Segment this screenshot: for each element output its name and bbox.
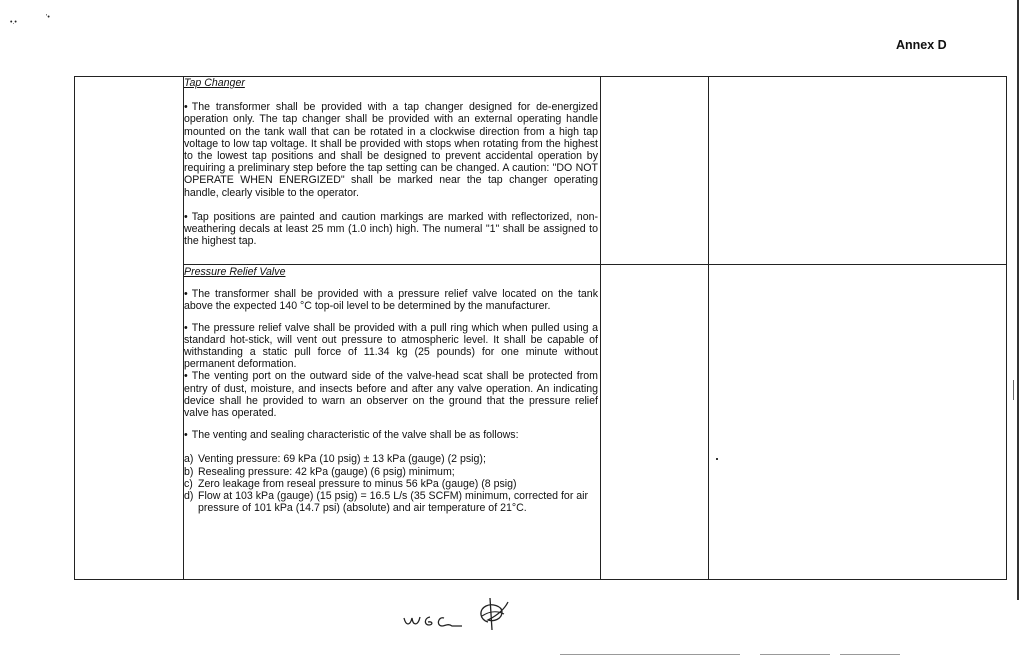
list-item-text: Flow at 103 kPa (gauge) (15 psig) = 16.5 L/s (35 SCFM) minimum, corrected for air pressure of 101 kPa (14.7 psi) (absolute) and air temperature of 21°C. bbox=[198, 490, 589, 515]
list-item-label: b) bbox=[184, 465, 194, 478]
pressure-relief-cell bbox=[184, 266, 598, 514]
scan-edge-tick bbox=[1013, 380, 1014, 400]
list-item bbox=[184, 466, 598, 478]
pressure-relief-bullet-1: • The transformer shall be provided with a pressure relief valve located on the tank above the expected 140 °C top-oil level to be determined by the manufacturer. bbox=[184, 288, 598, 312]
spec-table bbox=[74, 76, 1007, 580]
pressure-relief-bullet-3: • The venting port on the outward side of the valve-head scat shall be protected from entry of dust, moisture, and insects before and after any valve operation. An indicating device shall he provided to warn an observer on the ground that the pressure relief valve has operated. bbox=[184, 370, 598, 419]
tap-changer-bullet-2: • Tap positions are painted and caution markings are marked with reflectorized, non-weathering decals at least 25 mm (1.0 inch) high. The numeral "1" shall be assigned to the highest tap. bbox=[184, 211, 598, 248]
tap-changer-bullet-1: • The transformer shall be provided with a tap changer designed for de-energized operation only. The tap changer shall be provided with an external operating handle mounted on the tank wall that can be rotated in a clockwise direction from a high tap voltage to low tap voltage. It shall be provided with stops when rotating from the highest to the lowest tap positions and shall be designed to prevent accidental operation by requiring a preliminary step before the tap setting can be changed. A caution: "DO NOT OPERATE WHEN ENERGIZED" shall be marked near the tap changer operating handle, clearly visible to the operator. bbox=[184, 101, 598, 199]
tap-changer-cell bbox=[184, 77, 598, 247]
list-item-text: Resealing pressure: 42 kPa (gauge) (6 psig) minimum; bbox=[198, 465, 455, 478]
stray-mark bbox=[716, 458, 718, 460]
annex-label: Annex D bbox=[896, 38, 947, 52]
scan-edge bbox=[1017, 0, 1019, 600]
scan-mark-2: •.• bbox=[10, 19, 17, 26]
scan-bottom-line bbox=[560, 654, 740, 655]
list-item-label: a) bbox=[184, 453, 194, 466]
list-item bbox=[184, 453, 598, 465]
pressure-relief-heading: Pressure Relief Valve bbox=[184, 266, 286, 278]
venting-characteristics-list bbox=[184, 453, 598, 514]
list-item bbox=[184, 490, 598, 514]
list-item bbox=[184, 478, 598, 490]
list-item-label: c) bbox=[184, 477, 193, 490]
tap-changer-heading: Tap Changer bbox=[184, 77, 245, 89]
scan-mark-1: '• bbox=[46, 14, 50, 21]
row-divider bbox=[183, 264, 1007, 265]
column-divider-2 bbox=[600, 77, 601, 579]
pressure-relief-bullet-4: • The venting and sealing characteristic of the valve shall be as follows: bbox=[184, 429, 598, 441]
list-item-text: Zero leakage from reseal pressure to minus 56 kPa (gauge) (8 psig) bbox=[198, 477, 517, 490]
handwritten-signature bbox=[396, 592, 526, 636]
list-item-label: d) bbox=[184, 490, 194, 503]
pressure-relief-bullet-2: • The pressure relief valve shall be provided with a pull ring which when pulled using a standard hot-stick, will vent out pressure to atmospheric level. It shall be capable of withstanding a static pull force of 11.34 kg (25 pounds) for one minute without permanent deformation. bbox=[184, 322, 598, 371]
list-item-text: Venting pressure: 69 kPa (10 psig) ± 13 kPa (gauge) (2 psig); bbox=[198, 453, 486, 466]
scan-bottom-line bbox=[760, 654, 830, 655]
column-divider-3 bbox=[708, 77, 709, 579]
scan-bottom-line bbox=[840, 654, 900, 655]
